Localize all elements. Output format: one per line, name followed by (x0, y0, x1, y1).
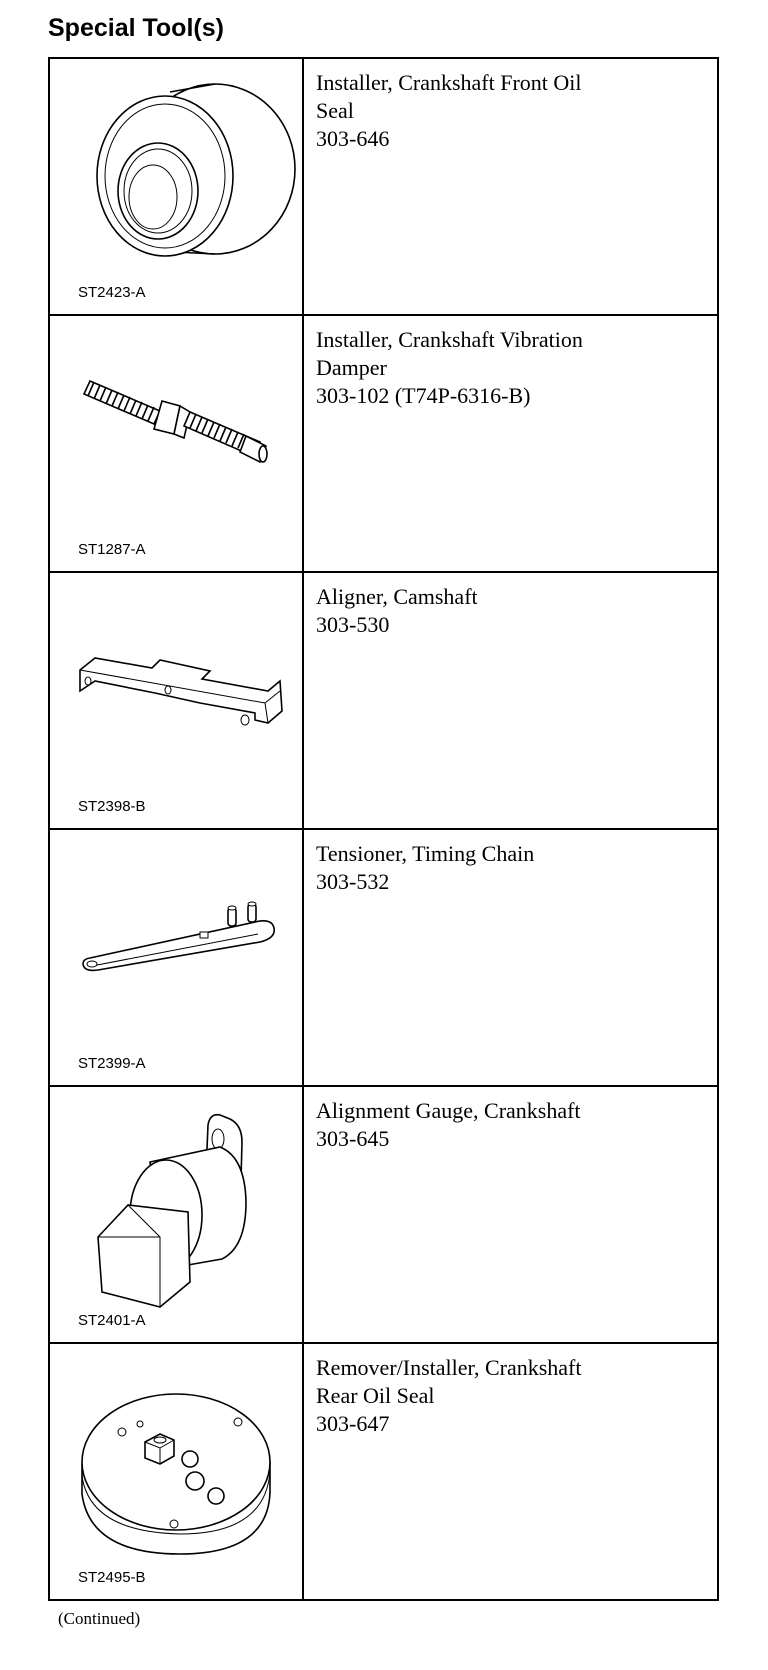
tool-name: Tensioner, Timing Chain (316, 841, 535, 866)
tool-number: 303-647 (316, 1411, 390, 1436)
tool-name-cont: Damper (316, 355, 387, 380)
tool-description (304, 1344, 717, 1438)
tool-description (304, 830, 717, 896)
table-row (49, 315, 718, 572)
tool-illustration (50, 59, 302, 314)
part-code: ST2495-B (78, 1569, 146, 1586)
table-row (49, 58, 718, 315)
tool-number: 303-532 (316, 869, 390, 894)
tensioner-wrench-icon (50, 830, 304, 1085)
tool-name-cont: Rear Oil Seal (316, 1383, 435, 1408)
tool-number: 303-646 (316, 126, 390, 151)
tool-illustration (50, 1087, 302, 1342)
tool-name: Aligner, Camshaft (316, 584, 478, 609)
tool-name: Alignment Gauge, Crankshaft (316, 1098, 581, 1123)
tool-number: 303-102 (T74P-6316-B) (316, 383, 531, 408)
tool-illustration (50, 573, 302, 828)
tool-number: 303-645 (316, 1126, 390, 1151)
tool-description (304, 59, 717, 153)
seal-installer-icon (50, 59, 304, 314)
camshaft-aligner-icon (50, 573, 304, 828)
part-code: ST2398-B (78, 798, 146, 815)
threaded-rod-icon (50, 316, 304, 571)
tool-number: 303-530 (316, 612, 390, 637)
table-row (49, 1086, 718, 1343)
tool-illustration (50, 1344, 302, 1599)
table-row (49, 572, 718, 829)
tool-name: Installer, Crankshaft Front Oil (316, 70, 582, 95)
tool-description (304, 316, 717, 410)
page-title: Special Tool(s) (48, 14, 224, 42)
table-row (49, 829, 718, 1086)
continued-note: (Continued) (58, 1609, 141, 1628)
tool-illustration (50, 316, 302, 571)
seal-remover-plate-icon (50, 1344, 304, 1599)
part-code: ST2423-A (78, 284, 146, 301)
part-code: ST1287-A (78, 541, 146, 558)
special-tools-table (48, 57, 719, 1601)
part-code: ST2401-A (78, 1312, 146, 1329)
tool-name-cont: Seal (316, 98, 354, 123)
table-row (49, 1343, 718, 1600)
alignment-gauge-icon (50, 1087, 304, 1342)
tool-description (304, 1087, 717, 1153)
tool-name: Remover/Installer, Crankshaft (316, 1355, 582, 1380)
tool-name: Installer, Crankshaft Vibration (316, 327, 583, 352)
tool-illustration (50, 830, 302, 1085)
part-code: ST2399-A (78, 1055, 146, 1072)
tool-description (304, 573, 717, 639)
